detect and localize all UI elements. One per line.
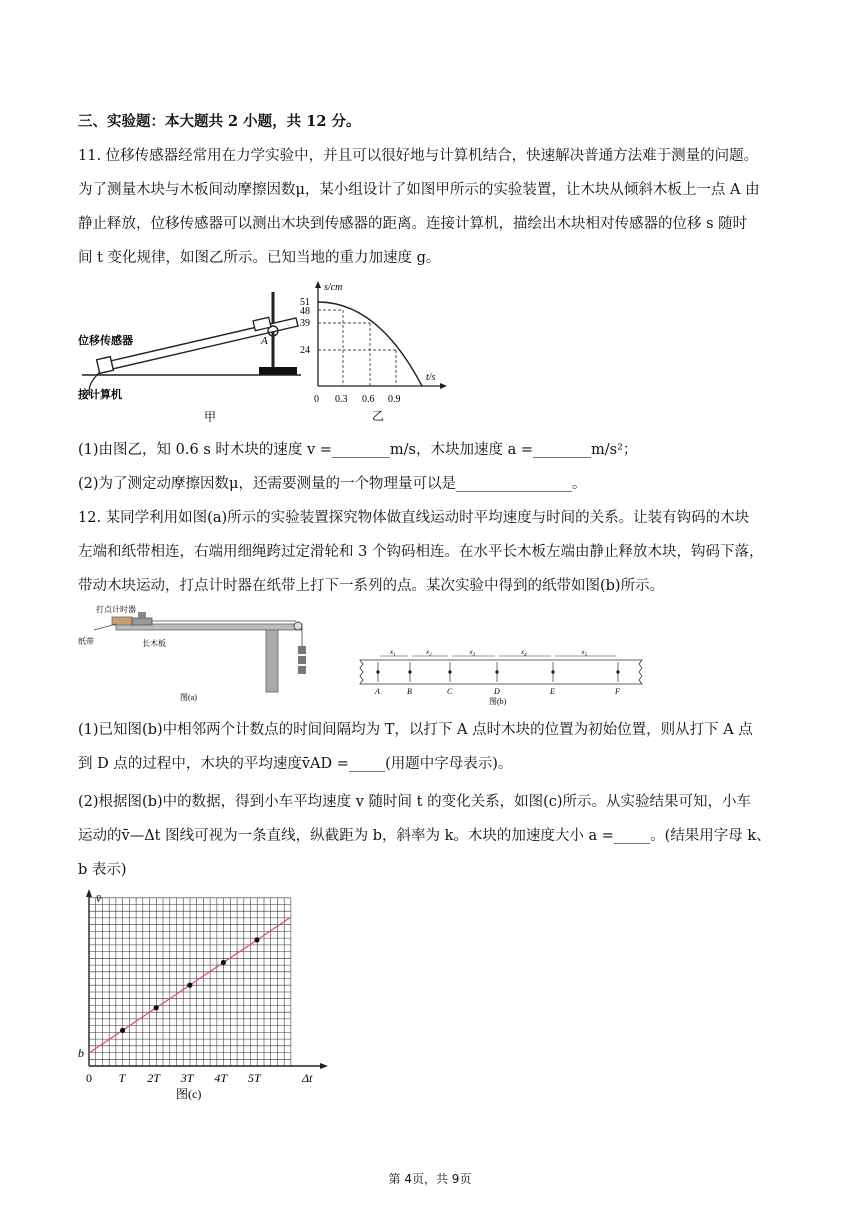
q12-part-2-line-2: 运动的v̄—Δt 图线可视为一条直线，纵截距为 b，斜率为 k。木块的加速度大小 a =_____。(结果用字母 k、 <box>78 828 771 844</box>
q11-line-4: 间 t 变化规律，如图乙所示。已知当地的重力加速度 g。 <box>78 250 441 266</box>
tape-label-D: D <box>494 687 500 696</box>
q11-line-3: 静止释放，位移传感器可以测出木块到传感器的距离。连接计算机，描绘出木块相对传感器的位移 s 随时 <box>78 216 748 232</box>
q12-part-2-line-1: (2)根据图(b)中的数据，得到小车平均速度 v 随时间 t 的变化关系，如图(c)所示。从实验结果可知，小车 <box>78 794 752 810</box>
segment-label-x1: $x_1$ <box>390 648 396 658</box>
tape-point-E <box>551 670 554 673</box>
grid <box>89 898 291 1066</box>
dt-axis-arrow <box>320 1063 328 1069</box>
hook-weight-3 <box>298 666 306 674</box>
tape-label-C: C <box>447 687 453 696</box>
figure-c-caption: 图(c) <box>176 1087 202 1101</box>
displacement-sensor <box>97 357 114 374</box>
data-point-2 <box>154 1005 159 1010</box>
tape-label-F: F <box>615 687 620 696</box>
segment-label-x5: $x_5$ <box>581 648 588 658</box>
q11-line-1: 11. 位移传感器经常用在力学实验中，并且可以很好地与计算机结合，快速解决普通方法难于测量的问题。 <box>78 148 759 164</box>
figure-b-caption: 图(b) <box>489 697 507 706</box>
segment-label-x4: $x_4$ <box>521 648 527 658</box>
timer <box>112 617 132 625</box>
xtick-0-9: 0.9 <box>388 394 401 405</box>
tape-label-B: B <box>407 687 412 696</box>
xtick-5T: 5T <box>248 1071 261 1085</box>
xtick-2T: 2T <box>147 1071 160 1085</box>
origin-label: 0 <box>86 1071 92 1085</box>
v-axis-label: v̄ <box>96 891 102 905</box>
table-leg <box>266 630 278 692</box>
figure-a-apparatus <box>76 600 316 708</box>
section-title: 三、实验题：本大题共 2 小题，共 12 分。 <box>78 113 361 130</box>
q11-part-2: (2)为了测定动摩擦因数μ，还需要测量的一个物理量可以是________________。 <box>78 476 587 492</box>
data-point-4 <box>221 960 226 965</box>
wood-block <box>132 618 152 625</box>
figure-jia-apparatus <box>76 280 306 425</box>
tape-point-F <box>616 670 619 673</box>
t-axis-label: t/s <box>426 372 436 383</box>
figure-yi-caption: 乙 <box>372 409 385 423</box>
tape-point-A <box>376 670 379 673</box>
tape-point-D <box>495 670 498 673</box>
tape-point-B <box>408 670 411 673</box>
segment-label-x3: $x_3$ <box>469 648 476 658</box>
figure-yi-st-graph <box>298 278 448 426</box>
ytick-51: 51 <box>300 297 310 308</box>
q12-part-1-line-1: (1)已知图(b)中相邻两个计数点的时间间隔均为 T，以打下 A 点时木块的位置为初始位置，则从打下 A 点 <box>78 722 753 738</box>
origin-label: 0 <box>314 394 319 405</box>
s-axis-arrow <box>315 281 321 288</box>
q12-line-2: 左端和纸带相连，右端用细绳跨过定滑轮和 3 个钩码相连。在水平长木板左端由静止释放木块，钩码下落， <box>78 544 764 560</box>
dt-axis-label: Δt <box>302 1071 313 1085</box>
xtick-0-6: 0.6 <box>362 394 375 405</box>
guide-lines <box>318 310 396 386</box>
xtick-4T: 4T <box>214 1071 228 1085</box>
xtick-T: T <box>118 1071 126 1085</box>
t-axis-arrow <box>440 383 447 389</box>
q12-part-1-line-2: 到 D 点的过程中，木块的平均速度v̄AD =_____(用题中字母表示)。 <box>78 756 513 772</box>
tape-point-C <box>448 670 451 673</box>
tape-label-A: A <box>375 687 380 696</box>
board-label: 长木板 <box>142 639 166 648</box>
q12-line-1: 12. 某同学利用如图(a)所示的实验装置探究物体做直线运动时平均速度与时间的关系。让装有钩码的木块 <box>78 510 750 526</box>
figure-b-tape <box>356 648 646 708</box>
page-footer: 第 4页，共 9页 <box>388 1172 472 1186</box>
segment-label-x2: $x_2$ <box>426 648 432 658</box>
data-point-1 <box>120 1028 125 1033</box>
paper-tape <box>94 624 116 630</box>
q12-line-3: 带动木块运动，打点计时器在纸带上打下一系列的点。某次实验中得到的纸带如图(b)所示。 <box>78 578 665 594</box>
figure-a-caption: 图(a) <box>180 693 197 702</box>
figure-c-graph <box>70 884 340 1106</box>
tape-label-E: E <box>550 687 555 696</box>
point-a-label: A <box>261 335 268 347</box>
tape-label: 纸带 <box>78 637 94 646</box>
hook-weight-2 <box>298 656 306 664</box>
pulley <box>294 622 302 630</box>
stand-base <box>259 367 297 375</box>
data-point-3 <box>187 983 192 988</box>
ytick-39: 39 <box>300 318 310 329</box>
computer-label: 接计算机 <box>78 389 122 401</box>
tape-strip <box>360 660 642 684</box>
hook-weight-1 <box>298 646 306 654</box>
intercept-label: b <box>78 1046 84 1060</box>
xtick-3T: 3T <box>180 1071 194 1085</box>
timer-label: 打点计时器 <box>96 605 136 614</box>
v-axis-arrow <box>86 889 92 897</box>
ytick-24: 24 <box>300 345 310 356</box>
data-point-5 <box>254 937 259 942</box>
xtick-0-3: 0.3 <box>335 394 348 405</box>
q11-line-2: 为了测量木块与木板间动摩擦因数μ，某小组设计了如图甲所示的实验装置，让木块从倾斜木板上一点 A 由 <box>78 182 760 198</box>
weight-on-block <box>138 612 146 618</box>
ytick-48: 48 <box>300 306 310 317</box>
figure-jia-caption: 甲 <box>204 410 217 424</box>
sensor-label: 位移传感器 <box>78 335 133 347</box>
q11-part-1: (1)由图乙，知 0.6 s 时木块的速度 v =________m/s，木块加速度 a =________m/s²； <box>78 442 638 458</box>
q12-part-2-line-3: b 表示) <box>78 862 127 878</box>
s-axis-label: s/cm <box>324 282 343 293</box>
